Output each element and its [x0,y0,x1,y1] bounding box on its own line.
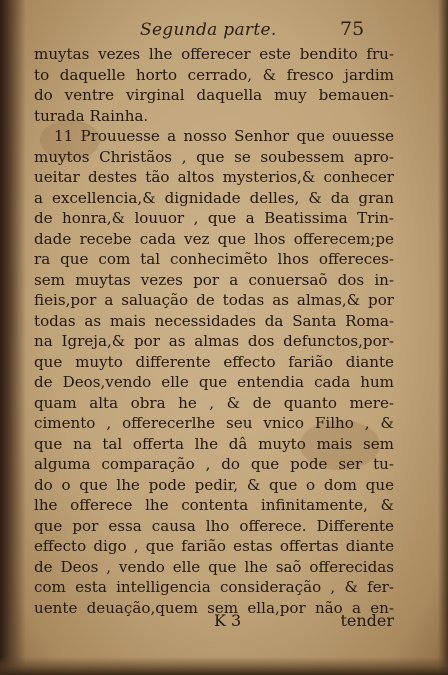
text-line: sem muytas vezes por a conuersaõ dos in- [34,270,394,289]
signature-mark: K 3 [214,611,242,630]
text-line: ueitar destes tão altos mysterios,& conhecer [34,168,394,186]
text-line: do o que lhe pode pedir, & que o dom que [34,475,394,494]
text-line: to daquelle horto cerrado, & fresco jardim [34,65,394,84]
text-line: ra que com tal conhecimẽto lhos offereces- [34,250,394,268]
running-title: Segunda parte. [140,20,277,40]
spine-shadow [0,0,26,675]
text-line: uente deuação,quem sem ella,por não a en- [34,598,394,617]
page-number: 75 [340,18,365,40]
text-line: muytos Christãos , que se soubessem apro- [34,147,394,166]
text-line: na Igreja,& por as almas dos defunctos,por- [34,332,394,350]
text-line: que na tal offerta lhe dâ muyto mais sem [34,434,394,453]
text-line: de Deos,vendo elle que entendia cada hum [34,373,394,391]
text-line: muytas vezes lhe offerecer este bendito fru- [34,45,394,63]
text-line: do ventre virginal daquella muy bemauen- [34,86,394,104]
text-line: de honra,& louuor , que a Beatissima Trin- [34,209,394,227]
catchword: tender [340,611,394,630]
text-line: que muyto differente effecto farião diante [34,352,394,371]
text-line: lhe offerece lhe contenta infinitamente, & [34,496,394,514]
text-line: a excellencia,& dignidade delles, & da gran [34,188,394,207]
text-line: que por essa causa lho offerece. Differente [34,516,394,535]
text-line: de Deos , vendo elle que lhe saõ offerecidas [34,557,394,576]
text-line: dade recebe cada vez que lhos offerecem;pe [34,229,394,248]
text-line: todas as mais necessidades da Santa Roma- [34,311,394,330]
text-line: quam alta obra he , & de quanto mere- [34,393,394,412]
page-bottom-edge [0,657,448,675]
page-edge [438,0,448,675]
page-header [40,18,410,44]
text-line: fieis,por a saluação de todas as almas,& por [34,291,394,309]
text-line: cimento , offerecerlhe seu vnico Filho , & [34,414,394,432]
paragraph-start-line: 11 Prouuesse a nosso Senhor que ouuesse [54,127,394,145]
text-line: effecto digo , que farião estas offertas diante [34,537,394,555]
text-line: com esta intelligencia consideração , & fer- [34,578,394,596]
body-text [34,44,394,618]
page-footer [34,611,394,633]
text-line: turada Rainha. [34,106,149,125]
text-line: alguma comparação , do que pode ser tu- [34,455,394,473]
